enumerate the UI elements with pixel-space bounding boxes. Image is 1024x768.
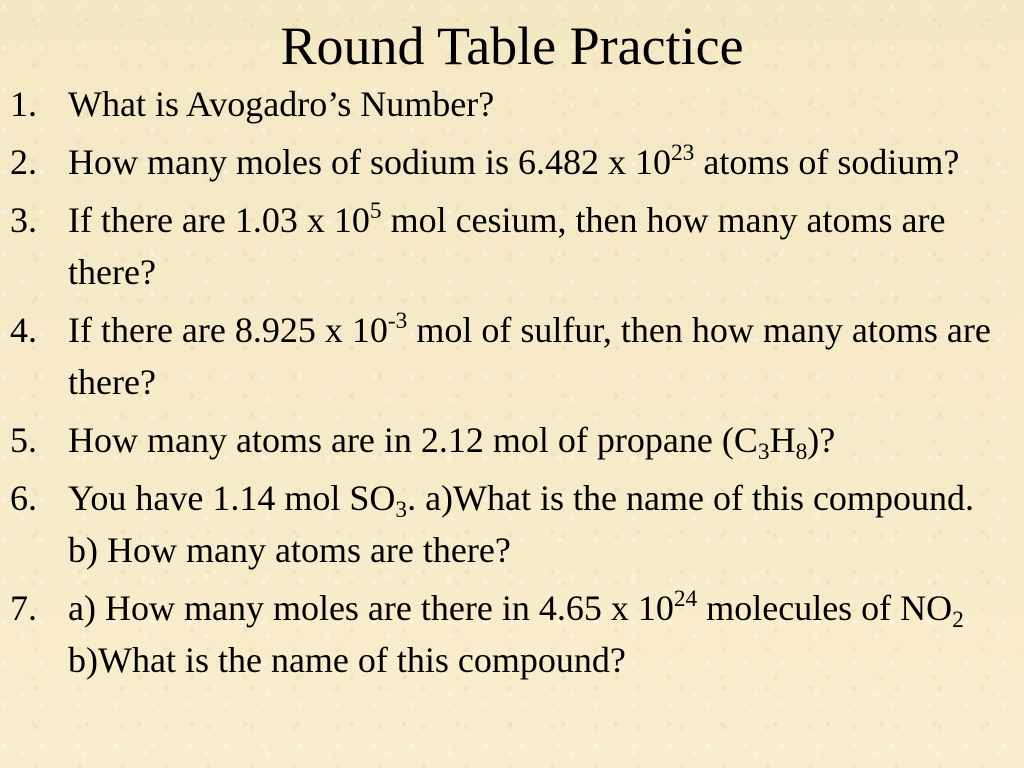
question-number: 5. [10,420,37,460]
text-run: a) How many moles are there in 4.65 x 10 [68,588,674,628]
text-run: molecules of NO [697,588,953,628]
text-run: How many moles of sodium is 6.482 x 10 [68,142,671,182]
question-number: 6. [10,478,37,518]
question-list [10,78,1010,692]
question-text [68,582,1010,686]
text-run: If there are 1.03 x 10 [68,200,370,240]
question-item-7 [10,582,1010,686]
question-number: 1. [10,84,37,124]
question-item-1 [10,78,1010,130]
question-text [68,414,1010,466]
text-run: b)What is the name of this compound? [68,640,626,680]
text-run: H [769,420,796,460]
question-item-4 [10,304,1010,408]
text-run: mol cesium, then how many atoms are there? [68,200,946,292]
superscript: 24 [673,585,698,612]
text-run: You have 1.14 mol SO [68,478,396,518]
subscript: 2 [952,606,964,633]
slide-title: Round Table Practice [280,16,744,76]
question-text [68,136,1010,188]
question-item-6 [10,472,1010,576]
question-item-3 [10,194,1010,298]
superscript: -3 [387,307,408,334]
text-run: If there are 8.925 x 10 [68,310,388,350]
text-run: atoms of sodium? [694,142,960,182]
subscript: 8 [795,438,808,465]
superscript: 23 [670,139,695,166]
text-run: mol of sulfur, then how many atoms are there? [68,310,991,402]
question-number: 3. [10,200,37,240]
question-number: 4. [10,310,37,350]
question-text [68,194,1010,298]
subscript: 3 [395,496,408,523]
question-number: 7. [10,588,37,628]
text-run: )? [807,420,836,460]
question-number: 2. [10,142,37,182]
text-run: What is Avogadro’s Number? [68,84,495,124]
question-text [68,472,1010,576]
subscript: 3 [757,438,770,465]
question-item-5 [10,414,1010,466]
question-item-2 [10,136,1010,188]
text-run: . a)What is the name of this compound. b) How many atoms are there? [68,478,974,570]
text-run: How many atoms are in 2.12 mol of propane (C [68,420,758,460]
question-text [68,304,1010,408]
question-text [68,78,1010,130]
superscript: 5 [369,197,382,224]
